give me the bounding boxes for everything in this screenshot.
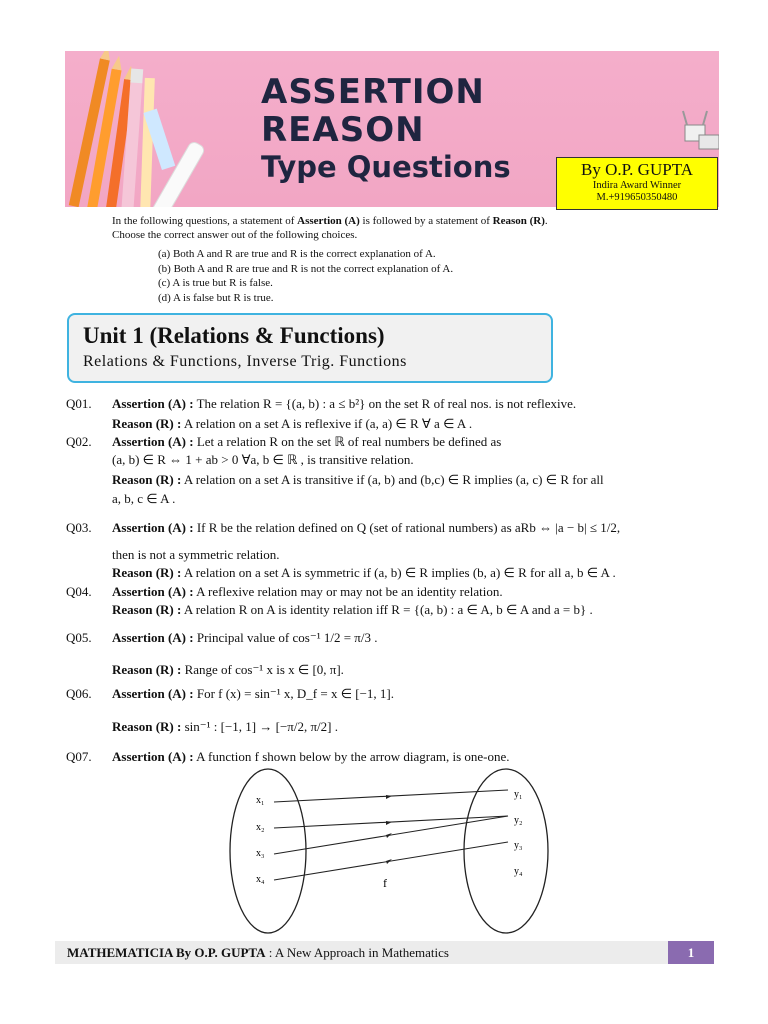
codomain-label-y4: y₄	[514, 866, 523, 877]
assertion-text: The relation R = {(a, b) : a ≤ b²} on the set R of real nos. is not reflexive.	[196, 396, 577, 411]
instr-line2: Choose the correct answer out of the following choices.	[112, 229, 358, 241]
instr-text: In the following questions, a statement of	[112, 215, 298, 227]
assertion-text: If R be the relation defined on Q (set of rational numbers) as aRb ⇔ |a − b| ≤ 1/2,	[196, 520, 621, 535]
question-number: Q06.	[66, 686, 92, 701]
assertion-line-2: then is not a symmetric relation.	[112, 547, 280, 562]
page-number: 1	[668, 941, 714, 964]
binder-clips-icon	[679, 107, 719, 155]
assertion-line	[112, 434, 501, 450]
title-line-1: ASSERTION	[261, 72, 485, 112]
title-line-2: REASON	[261, 110, 425, 150]
footer-brand: MATHEMATICIA By O.P. GUPTA	[67, 945, 266, 960]
domain-label-x3: x₃	[256, 848, 265, 859]
author-box	[556, 157, 718, 210]
assertion-label: Assertion (A) :	[112, 520, 194, 535]
instr-reason: Reason (R)	[492, 215, 545, 227]
option-c: (c) A is true but R is false.	[158, 277, 273, 289]
assertion-label: Assertion (A) :	[112, 749, 194, 764]
banner-title	[261, 72, 511, 184]
mapping-arrow-x4	[274, 842, 508, 880]
assertion-line	[112, 630, 377, 646]
assertion-text: A reflexive relation may or may not be an identity relation.	[196, 584, 503, 599]
option-b: (b) Both A and R are true and R is not the correct explanation of A.	[158, 262, 454, 275]
instr-assertion: Assertion (A)	[297, 215, 360, 227]
question-number: Q03.	[66, 520, 92, 535]
reason-label: Reason (R) :	[112, 602, 182, 617]
assertion-label: Assertion (A) :	[112, 434, 194, 449]
codomain-label-y2: y₂	[514, 815, 523, 826]
reason-line	[112, 602, 593, 618]
reason-label: Reason (R) :	[112, 565, 182, 580]
assertion-label: Assertion (A) :	[112, 396, 194, 411]
reason-text: A relation R on A is identity relation iff R = {(a, b) : a ∈ A, b ∈ A and a = b} .	[183, 602, 593, 617]
footer-bar	[55, 941, 714, 964]
arrow-diagram	[226, 766, 556, 936]
assertion-label: Assertion (A) :	[112, 584, 194, 599]
reason-text: A relation on a set A is reflexive if (a, a) ∈ R ∀ a ∈ A .	[183, 416, 473, 431]
reason-line-2: a, b, c ∈ A .	[112, 491, 176, 506]
reason-line	[112, 719, 338, 735]
unit-title: Unit 1 (Relations & Functions)	[83, 323, 385, 348]
author-phone: M.+919650350480	[596, 192, 678, 203]
assertion-text: Principal value of cos⁻¹ 1/2 = π/3 .	[196, 630, 378, 645]
unit-box	[67, 313, 553, 383]
title-line-3: Type Questions	[261, 150, 511, 184]
instructions	[112, 214, 712, 242]
pencils-illustration	[65, 51, 255, 207]
assertion-line	[112, 396, 576, 412]
question-number: Q01.	[66, 396, 92, 411]
footer-tagline: : A New Approach in Mathematics	[265, 945, 449, 960]
reason-text: Range of cos⁻¹ x is x ∈ [0, π].	[184, 662, 344, 677]
option-d: (d) A is false but R is true.	[158, 291, 274, 304]
reason-line	[112, 472, 604, 488]
assertion-label: Assertion (A) :	[112, 686, 194, 701]
assertion-label: Assertion (A) :	[112, 630, 194, 645]
unit-subtitle: Relations & Functions, Inverse Trig. Functions	[83, 353, 407, 370]
options-list	[158, 247, 453, 305]
question-number: Q02.	[66, 434, 92, 449]
footer-text	[67, 945, 449, 961]
reason-label: Reason (R) :	[112, 416, 182, 431]
function-label: f	[383, 876, 387, 890]
codomain-oval	[464, 769, 548, 933]
reason-text: A relation on a set A is transitive if (a, b) and (b,c) ∈ R implies (a, c) ∈ R for all	[183, 472, 604, 487]
reason-label: Reason (R) :	[112, 662, 182, 677]
assertion-text: For f (x) = sin⁻¹ x, D_f = x ∈ [−1, 1].	[196, 686, 395, 701]
assertion-line	[112, 686, 394, 702]
question-number: Q07.	[66, 749, 92, 764]
assertion-text: A function f shown below by the arrow diagram, is one-one.	[196, 749, 510, 764]
reason-line	[112, 416, 472, 432]
reason-label: Reason (R) :	[112, 719, 182, 734]
assertion-line-2: (a, b) ∈ R ⇔ 1 + ab > 0 ∀a, b ∈ ℝ , is transitive relation.	[112, 452, 414, 467]
assertion-line	[112, 584, 503, 600]
reason-text: A relation on a set A is symmetric if (a, b) ∈ R implies (b, a) ∈ R for all a, b ∈ A .	[183, 565, 616, 580]
question-number: Q05.	[66, 630, 92, 645]
reason-line	[112, 662, 344, 678]
codomain-label-y3: y₃	[514, 840, 523, 851]
assertion-line	[112, 749, 510, 765]
author-name: By O.P. GUPTA	[581, 160, 693, 179]
codomain-label-y1: y₁	[514, 789, 523, 800]
author-award: Indira Award Winner	[592, 180, 682, 191]
assertion-text: Let a relation R on the set ℝ of real numbers be defined as	[196, 434, 502, 449]
reason-label: Reason (R) :	[112, 472, 182, 487]
reason-line	[112, 565, 616, 581]
domain-label-x1: x₁	[256, 795, 265, 806]
domain-label-x4: x₄	[256, 874, 265, 885]
reason-text: sin⁻¹ : [−1, 1] → [−π/2, π/2] .	[184, 719, 338, 734]
instr-text: .	[544, 215, 548, 227]
domain-label-x2: x₂	[256, 822, 265, 833]
option-a: (a) Both A and R are true and R is the correct explanation of A.	[158, 248, 436, 260]
assertion-line	[112, 520, 620, 536]
instr-text: is followed by a statement of	[359, 215, 493, 227]
question-number: Q04.	[66, 584, 92, 599]
